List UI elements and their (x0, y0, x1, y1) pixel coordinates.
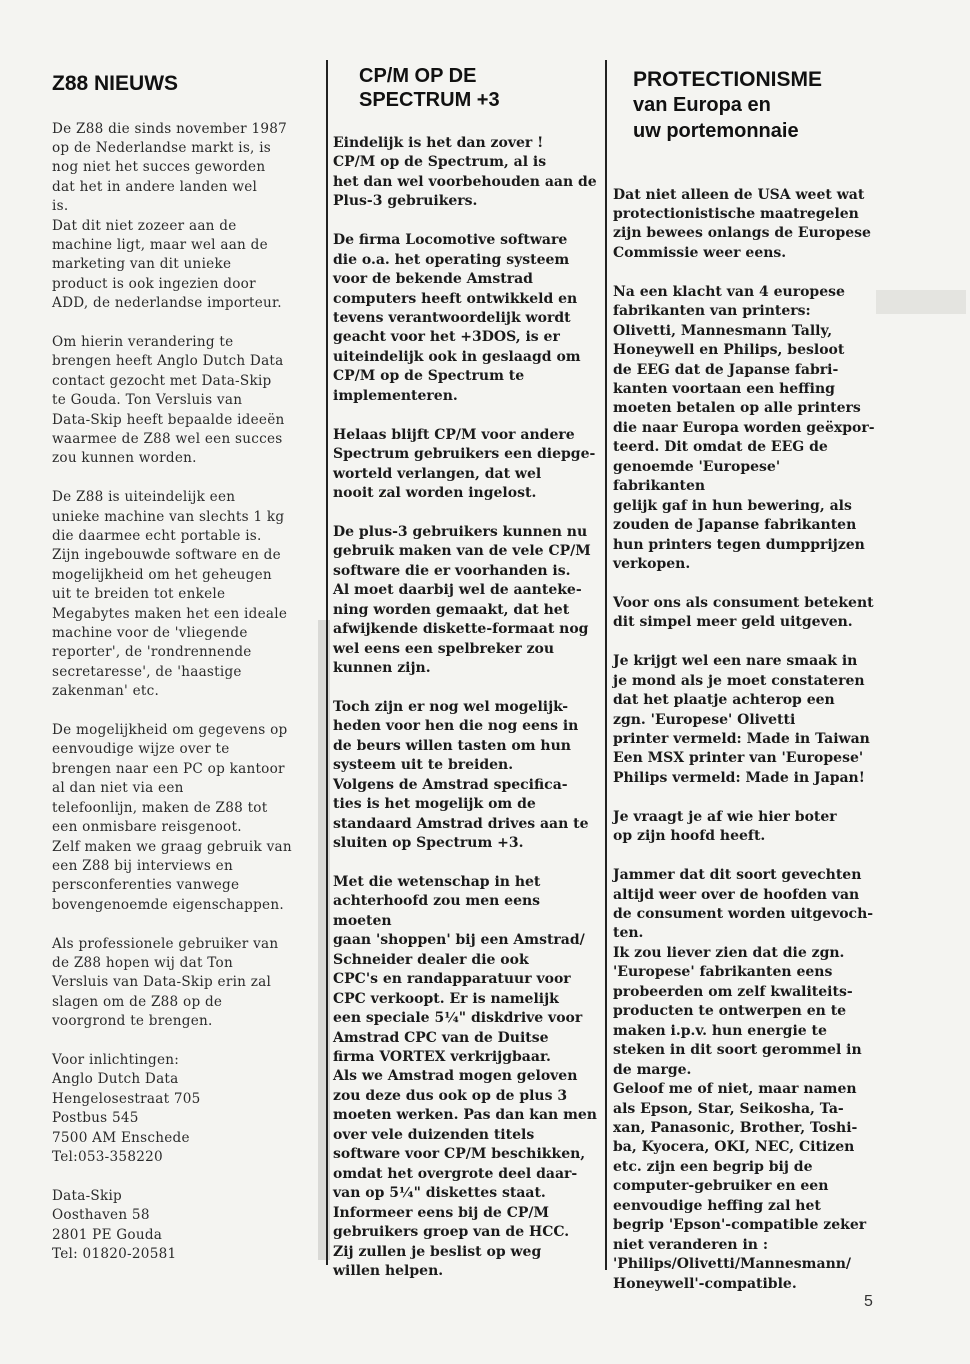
paragraph: Voor ons als consument betekent dit simpel meer geld uitgeven. (613, 594, 874, 631)
article-title: Z88 NIEUWS (52, 72, 179, 95)
paragraph: Je krijgt wel een nare smaak in je mond als je moet constateren dat het plaatje achterop een zgn. 'Europese' Olivetti printer vermeld: Made in Taiwan Een MSX printer van 'Europese' Philips vermeld: Made in Japan! (613, 653, 870, 786)
paragraph: Toch zijn er nog wel mogelijk- heden voor hen die nog eens in de beurs willen tasten om hun systeem uit te breiden. Volgens de Amstrad specifica- ties is het mogelijk om de standaard Amstrad drives aan te sluiten op Spectrum +3. (333, 698, 589, 852)
paragraph: Eindelijk is het dan zover ! CP/M op de Spectrum, al is het dan wel voorbehouden aan de Plus-3 gebruikers. (333, 135, 597, 210)
paragraph: De Z88 die sinds november 1987 op de Nederlandse markt is, is nog niet het succes geworden dat het in andere landen wel is. Dat dit niet zozeer aan de machine ligt, maar wel aan de marketing van dit unieke product is ook ingezien door ADD, de nederlandse importeur. (52, 120, 288, 312)
paragraph: Helaas blijft CP/M voor andere Spectrum gebruikers een diepge- worteld verlangen, dat wel nooit zal worden ingelost. (333, 426, 596, 502)
paragraph: Als professionele gebruiker van de Z88 hopen wij dat Ton Versluis van Data-Skip erin zal slagen om de Z88 op de voorgrond te brengen. (52, 935, 279, 1030)
background-shade-left (318, 620, 330, 1260)
article-cpm-spectrum (333, 62, 603, 1301)
contact-info: Data-Skip Oosthaven 58 2801 PE Gouda Tel: 01820-20581 (52, 1187, 177, 1262)
page-number: 5 (864, 1293, 873, 1310)
paragraph: Dat niet alleen de USA weet wat protectionistische maatregelen zijn bewees onlangs de Europese Commissie weer eens. (613, 186, 871, 261)
paragraph: Jammer dat dit soort gevechten altijd weer over de hoofden van de consument worden uitgevoch- ten. Ik zou liever zien dat die zgn. 'Europese' fabrikanten eens probeerden om zelf kwaliteits- producten te ontwerpen en te maken i.p.v. hun energie te steken in dit soort gerommel in de marge. Geloof me of niet, maar namen als Epson, Star, Seikosha, Ta- xan, Panasonic, Brother, Toshi- ba, Kyocera, OKI, NEC, Citizen etc. zijn een begrip bij de computer-gebruiker en een eenvoudige heffing zal het begrip 'Epson'-compatible zeker niet veranderen in : 'Philips/Olivetti/Mannesmann/ Honeywell'-compatible. (613, 867, 874, 1292)
paragraph: De plus-3 gebruikers kunnen nu gebruik maken van de vele CP/M software die er voorhanden is. Al moet daarbij wel de aanteke- ning worden gemaakt, dat het afwijkende diskette-formaat nog wel eens een spelbreker zou kunnen zijn. (333, 523, 591, 677)
paragraph: Je vraagt je af wie hier boter op zijn hoofd heeft. (613, 808, 837, 845)
paragraph: Met die wetenschap in het achterhoofd zou men eens moeten gaan 'shoppen' bij een Amstrad/ Schneider dealer die ook CPC's en randapparatuur voor CPC verkoopt. Er is namelijk een speciale 5¼" diskdrive voor Amstrad CPC van de Duitse firma VORTEX verkrijgbaar. Als we Amstrad mogen geloven zou deze dus ook op de plus 3 moeten werken. Pas dan kan men over vele duizenden titels software voor CP/M beschikken, omdat het overgrote deel daar- van op 5¼" diskettes staat. Informeer eens bij de CP/M gebruikers groep van de HCC. Zij zullen je beslist op weg willen helpen. (333, 873, 597, 1279)
paragraph: Na een klacht van 4 europese fabrikanten van printers: Olivetti, Mannesmann Tally, Honeywell en Philips, besloot de EEG dat de Japanse fabri- kanten voortaan een heffing moeten betalen op alle printers die naar Europa worden geëxpor- teerd. Dit omdat de EEG de genoemde 'Europese' fabrikanten gelijk gaf in hun bewering, als zouden de Japanse fabrikanten hun printers tegen dumpprijzen verkopen. (613, 283, 875, 573)
paragraph: De firma Locomotive software die o.a. het operating systeem voor de bekende Amstrad computers heeft ontwikkeld en tevens verantwoordelijk wordt geacht voor het +3DOS, is er uiteindelijk ook in geslaagd om CP/M op de Spectrum te implementeren. (333, 232, 581, 404)
article-title: CP/M OP DE SPECTRUM +3 (359, 65, 500, 111)
article-z88-nieuws (52, 62, 314, 1284)
article-subtitle: van Europa en uw portemonnaie (633, 93, 799, 142)
paragraph: De Z88 is uiteindelijk een unieke machine van slechts 1 kg die daarmee echt portable is. Zijn ingebouwde software en de mogelijkheid om het geheugen uit te breiden tot enkele Megabytes maken het een ideale machine voor de 'vliegende reporter', de 'rondrennende secretaresse', de 'haastige zakenman' etc. (52, 489, 288, 700)
column-divider-right (605, 60, 607, 1270)
paragraph: Om hierin verandering te brengen heeft Anglo Dutch Data contact gezocht met Data-Skip te Gouda. Ton Versluis van Data-Skip heeft bepaalde ideeën waarmee de Z88 wel een succes zou kunnen worden. (52, 333, 285, 467)
column-divider-left (326, 60, 328, 1265)
background-shade-right (876, 290, 966, 314)
contact-info: Voor inlichtingen: Anglo Dutch Data Hengelosestraat 705 Postbus 545 7500 AM Enschede Tel:053-358220 (52, 1051, 201, 1165)
article-protectionisme (613, 62, 875, 1313)
article-title: PROTECTIONISME (633, 68, 823, 91)
paragraph: De mogelijkheid om gegevens op eenvoudige wijze over te brengen naar een PC op kantoor al dan niet via een telefoonlijn, maken de Z88 tot een onmisbare reisgenoot. Zelf maken we graag gebruik van een Z88 bij interviews en persconferenties vanwege bovengenoemde eigenschappen. (52, 722, 292, 913)
